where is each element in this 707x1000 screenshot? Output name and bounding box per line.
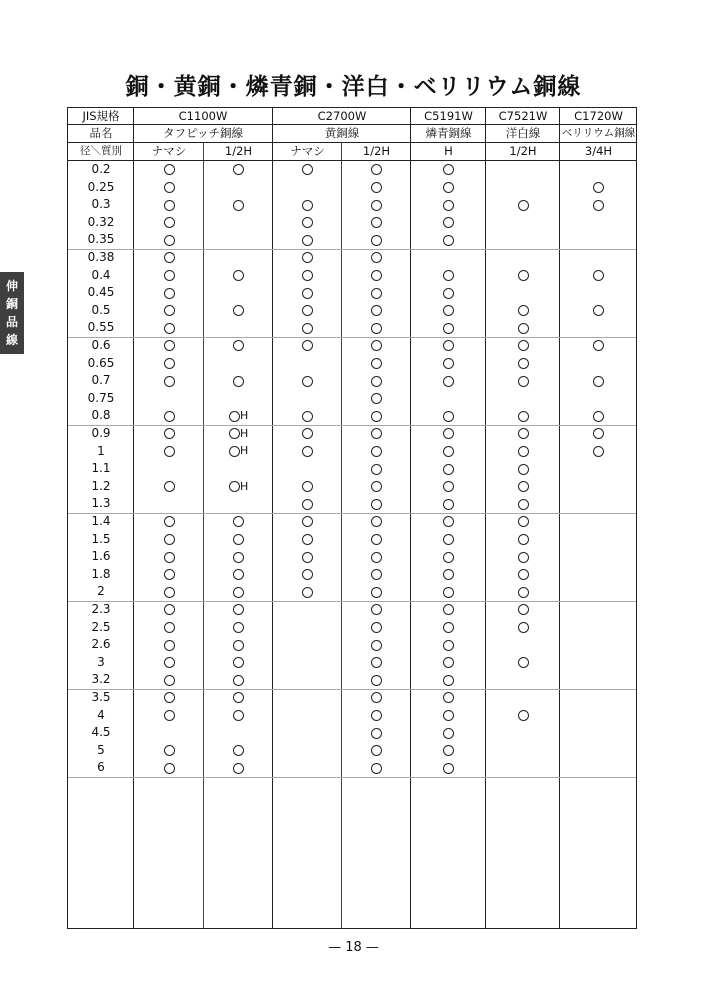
availability-mark: [443, 288, 454, 299]
availability-mark: [233, 164, 244, 175]
availability-mark: [443, 604, 454, 615]
row-group-divider: [68, 601, 636, 602]
availability-mark: [443, 481, 454, 492]
availability-mark: [371, 393, 382, 404]
availability-mark: [443, 200, 454, 211]
availability-mark: [443, 411, 454, 422]
availability-mark: [233, 552, 244, 563]
hard-temper-suffix: H: [240, 426, 249, 440]
size-cell: 0.6: [91, 338, 111, 352]
availability-mark: [371, 710, 382, 721]
availability-mark: [164, 340, 175, 351]
availability-mark: [443, 164, 454, 175]
size-cell: 1.1: [91, 461, 111, 476]
availability-mark: [371, 657, 382, 668]
size-cell: 4.5: [91, 725, 111, 740]
availability-mark: [164, 446, 175, 457]
page-number: — 18 —: [328, 940, 379, 955]
header-product-name: ベリリウム銅線: [561, 127, 636, 139]
availability-mark: [371, 728, 382, 739]
availability-mark: [443, 217, 454, 228]
availability-mark: [164, 534, 175, 545]
availability-mark: [518, 323, 529, 334]
availability-mark: [443, 587, 454, 598]
size-cell: 2.6: [91, 637, 111, 652]
availability-mark: [164, 376, 175, 387]
availability-mark: [233, 376, 244, 387]
availability-mark: [518, 305, 529, 316]
availability-mark: [233, 763, 244, 774]
availability-mark: [371, 464, 382, 475]
availability-mark: [443, 745, 454, 756]
availability-mark: [164, 622, 175, 633]
availability-mark: [518, 710, 529, 721]
section-tab-char: 銅: [5, 297, 18, 311]
availability-mark: [518, 534, 529, 545]
size-cell: 1.6: [91, 549, 111, 564]
availability-mark: [164, 516, 175, 527]
availability-mark: [371, 516, 382, 527]
availability-mark: [371, 270, 382, 281]
header-temper: 1/2H: [509, 144, 537, 158]
availability-mark: [164, 305, 175, 316]
availability-mark: [443, 516, 454, 527]
availability-mark: [164, 217, 175, 228]
header-jis-label: JIS規格: [82, 109, 120, 123]
section-tab-char: 伸: [5, 279, 18, 293]
availability-mark: [302, 252, 313, 263]
availability-mark: [443, 323, 454, 334]
availability-mark: [593, 446, 604, 457]
availability-mark: [229, 411, 240, 422]
availability-mark: [302, 499, 313, 510]
availability-mark: [164, 710, 175, 721]
page-title: 銅・黄銅・燐青銅・洋白・ベリリウム銅線: [125, 74, 582, 100]
size-cell: 0.25: [87, 179, 115, 194]
section-tab-char: 品: [5, 315, 18, 329]
availability-mark: [443, 376, 454, 387]
size-cell: 0.2: [91, 162, 111, 176]
availability-mark: [593, 270, 604, 281]
header-grade: C2700W: [317, 109, 367, 123]
availability-mark: [518, 358, 529, 369]
availability-mark: [233, 200, 244, 211]
availability-mark: [371, 323, 382, 334]
size-cell: 0.9: [91, 426, 111, 440]
availability-mark: [302, 446, 313, 457]
availability-mark: [443, 569, 454, 580]
availability-mark: [371, 534, 382, 545]
hard-temper-suffix: H: [240, 479, 249, 493]
availability-mark: [371, 692, 382, 703]
availability-mark: [371, 640, 382, 651]
availability-mark: [371, 587, 382, 598]
availability-mark: [371, 217, 382, 228]
availability-mark: [371, 481, 382, 492]
size-cell: 0.3: [91, 197, 111, 212]
availability-mark: [233, 692, 244, 703]
availability-mark: [371, 745, 382, 756]
size-cell: 0.45: [87, 285, 115, 300]
availability-mark: [164, 640, 175, 651]
availability-mark: [518, 464, 529, 475]
header-grade: C1720W: [574, 109, 623, 123]
size-cell: 0.55: [87, 320, 115, 335]
size-cell: 2.3: [91, 602, 111, 616]
size-cell: 0.38: [87, 250, 115, 264]
availability-mark: [302, 235, 313, 246]
availability-mark: [302, 323, 313, 334]
row-group-divider: [68, 513, 636, 514]
availability-mark: [518, 270, 529, 281]
availability-mark: [164, 252, 175, 263]
availability-mark: [233, 604, 244, 615]
header-grade: C7521W: [498, 109, 548, 123]
availability-mark: [593, 376, 604, 387]
size-cell: 5: [97, 742, 105, 757]
availability-mark: [443, 710, 454, 721]
availability-mark: [302, 270, 313, 281]
header-temper: ナマシ: [151, 144, 187, 158]
availability-mark: [518, 552, 529, 563]
availability-mark: [371, 182, 382, 193]
availability-mark: [518, 499, 529, 510]
size-cell: 1.3: [91, 496, 111, 511]
availability-mark: [518, 340, 529, 351]
availability-mark: [164, 428, 175, 439]
availability-mark: [593, 411, 604, 422]
size-cell: 1.2: [91, 478, 111, 493]
availability-mark: [371, 499, 382, 510]
wire-spec-table: [67, 107, 637, 929]
column-divider: [272, 108, 273, 928]
availability-mark: [302, 481, 313, 492]
column-divider: [410, 108, 411, 928]
availability-mark: [518, 481, 529, 492]
availability-mark: [518, 200, 529, 211]
size-cell: 0.4: [91, 267, 111, 282]
availability-mark: [164, 675, 175, 686]
size-cell: 1.5: [91, 531, 111, 546]
availability-mark: [593, 200, 604, 211]
availability-mark: [164, 235, 175, 246]
column-divider: [203, 142, 204, 928]
availability-mark: [233, 745, 244, 756]
size-cell: 4: [97, 707, 105, 722]
size-cell: 3.2: [91, 672, 111, 687]
column-divider: [341, 142, 342, 928]
availability-mark: [518, 569, 529, 580]
header-product-name: 洋白線: [505, 126, 541, 140]
size-cell: 0.35: [87, 232, 115, 247]
availability-mark: [233, 710, 244, 721]
availability-mark: [229, 446, 240, 457]
availability-mark: [302, 288, 313, 299]
availability-mark: [443, 305, 454, 316]
availability-mark: [164, 270, 175, 281]
availability-mark: [518, 428, 529, 439]
availability-mark: [371, 428, 382, 439]
availability-mark: [233, 534, 244, 545]
availability-mark: [164, 411, 175, 422]
header-temper: 3/4H: [584, 144, 613, 158]
availability-mark: [164, 604, 175, 615]
availability-mark: [233, 640, 244, 651]
header-grade: C5191W: [424, 109, 473, 123]
availability-mark: [371, 446, 382, 457]
availability-mark: [443, 358, 454, 369]
size-cell: 3: [97, 654, 105, 669]
size-cell: 0.75: [87, 390, 115, 405]
availability-mark: [518, 516, 529, 527]
availability-mark: [443, 728, 454, 739]
availability-mark: [371, 622, 382, 633]
availability-mark: [443, 552, 454, 563]
header-temper: ナマシ: [290, 144, 325, 158]
availability-mark: [302, 534, 313, 545]
size-cell: 0.8: [91, 408, 111, 423]
section-tab-char: 線: [5, 333, 18, 347]
availability-mark: [371, 358, 382, 369]
availability-mark: [443, 464, 454, 475]
availability-mark: [443, 675, 454, 686]
row-group-divider: [68, 425, 636, 426]
availability-mark: [164, 288, 175, 299]
size-cell: 6: [97, 760, 105, 775]
hard-temper-suffix: H: [240, 409, 249, 423]
availability-mark: [302, 305, 313, 316]
availability-mark: [593, 182, 604, 193]
header-temper: H: [444, 144, 453, 158]
availability-mark: [164, 657, 175, 668]
column-divider: [485, 108, 486, 928]
availability-mark: [164, 358, 175, 369]
availability-mark: [233, 569, 244, 580]
availability-mark: [371, 305, 382, 316]
header-product-name: 燐青銅線: [425, 126, 472, 140]
availability-mark: [164, 552, 175, 563]
availability-mark: [164, 587, 175, 598]
availability-mark: [443, 534, 454, 545]
availability-mark: [518, 587, 529, 598]
size-cell: 2: [97, 584, 105, 599]
availability-mark: [443, 182, 454, 193]
availability-mark: [164, 692, 175, 703]
availability-mark: [443, 657, 454, 668]
availability-mark: [518, 376, 529, 387]
availability-mark: [164, 763, 175, 774]
header-divider: [68, 160, 636, 161]
availability-mark: [164, 200, 175, 211]
hard-temper-suffix: H: [240, 444, 249, 458]
availability-mark: [593, 305, 604, 316]
column-divider: [559, 108, 560, 928]
size-cell: 2.5: [91, 619, 111, 634]
availability-mark: [302, 428, 313, 439]
availability-mark: [302, 587, 313, 598]
size-cell: 0.7: [91, 373, 111, 388]
availability-mark: [518, 411, 529, 422]
availability-mark: [371, 252, 382, 263]
availability-mark: [233, 587, 244, 598]
size-cell: 1.8: [91, 566, 111, 581]
header-temper: 1/2H: [224, 144, 253, 158]
availability-mark: [164, 182, 175, 193]
availability-mark: [229, 428, 240, 439]
availability-mark: [371, 763, 382, 774]
size-cell: 1: [97, 443, 105, 458]
availability-mark: [518, 604, 529, 615]
availability-mark: [233, 622, 244, 633]
availability-mark: [302, 411, 313, 422]
row-group-divider: [68, 689, 636, 690]
header-product-name: 黄銅線: [324, 126, 360, 140]
availability-mark: [233, 340, 244, 351]
availability-mark: [302, 376, 313, 387]
availability-mark: [233, 657, 244, 668]
availability-mark: [443, 622, 454, 633]
size-cell: 3.5: [91, 690, 111, 704]
availability-mark: [443, 446, 454, 457]
availability-mark: [164, 569, 175, 580]
availability-mark: [443, 499, 454, 510]
availability-mark: [233, 675, 244, 686]
availability-mark: [443, 692, 454, 703]
availability-mark: [302, 340, 313, 351]
availability-mark: [443, 428, 454, 439]
availability-mark: [302, 217, 313, 228]
availability-mark: [443, 340, 454, 351]
header-name-label: 品名: [89, 126, 113, 140]
availability-mark: [371, 200, 382, 211]
availability-mark: [164, 481, 175, 492]
availability-mark: [371, 164, 382, 175]
section-tab: [0, 272, 24, 354]
availability-mark: [371, 340, 382, 351]
availability-mark: [443, 235, 454, 246]
availability-mark: [593, 428, 604, 439]
availability-mark: [233, 305, 244, 316]
size-cell: 0.32: [87, 214, 115, 229]
availability-mark: [518, 622, 529, 633]
availability-mark: [518, 657, 529, 668]
header-size-temper-label: 径＼質別: [80, 145, 122, 157]
availability-mark: [302, 164, 313, 175]
availability-mark: [302, 552, 313, 563]
row-group-divider: [68, 249, 636, 250]
size-cell: 1.4: [91, 514, 111, 528]
availability-mark: [164, 164, 175, 175]
availability-mark: [443, 270, 454, 281]
row-group-divider: [68, 337, 636, 338]
availability-mark: [371, 552, 382, 563]
header-product-name: タフピッチ銅線: [162, 126, 244, 140]
availability-mark: [443, 763, 454, 774]
availability-mark: [302, 516, 313, 527]
availability-mark: [371, 288, 382, 299]
header-temper: 1/2H: [362, 144, 391, 158]
availability-mark: [164, 745, 175, 756]
availability-mark: [371, 675, 382, 686]
availability-mark: [302, 200, 313, 211]
availability-mark: [371, 411, 382, 422]
availability-mark: [233, 516, 244, 527]
availability-mark: [371, 569, 382, 580]
availability-mark: [371, 604, 382, 615]
size-cell: 0.5: [91, 302, 111, 317]
size-cell: 0.65: [87, 355, 115, 370]
availability-mark: [229, 481, 240, 492]
availability-mark: [233, 270, 244, 281]
header-grade: C1100W: [178, 109, 228, 123]
availability-mark: [593, 340, 604, 351]
row-group-divider: [68, 777, 636, 778]
availability-mark: [443, 640, 454, 651]
availability-mark: [371, 376, 382, 387]
availability-mark: [302, 569, 313, 580]
availability-mark: [371, 235, 382, 246]
availability-mark: [164, 323, 175, 334]
availability-mark: [518, 446, 529, 457]
